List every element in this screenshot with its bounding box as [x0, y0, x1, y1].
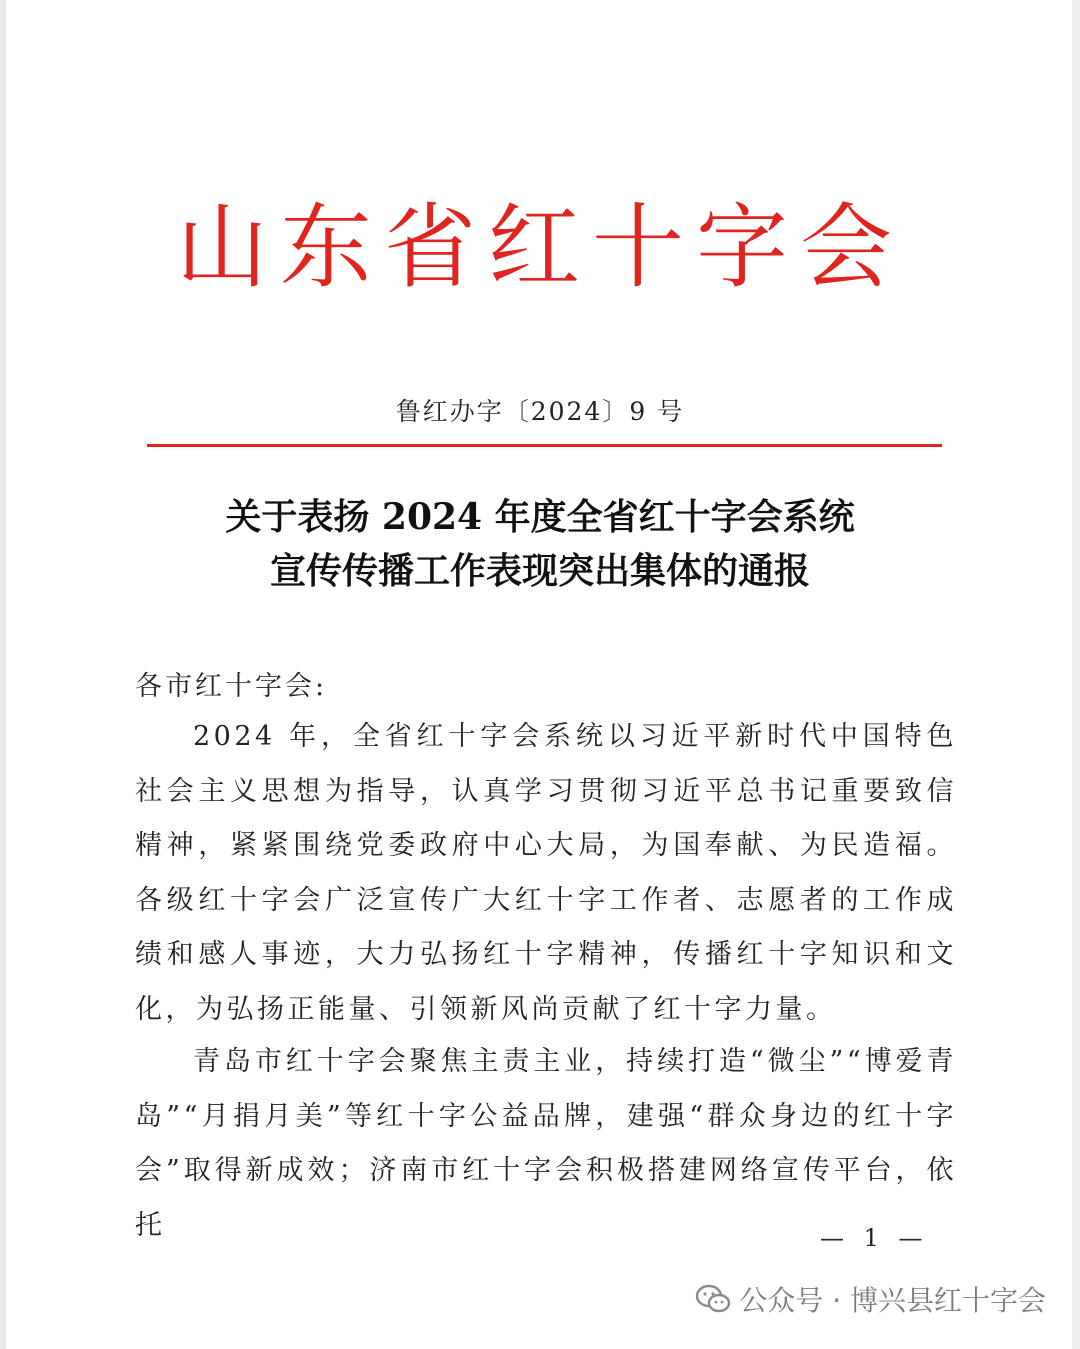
red-divider-line	[147, 444, 942, 447]
document-title	[0, 490, 1080, 598]
paragraph-1: 2024 年，全省红十字会系统以习近平新时代中国特色社会主义思想为指导，认真学习贯彻习近平总书记重要致信精神，紧紧围绕党委政府中心大局，为国奉献、为民造福。各级红十字会广泛宣传广大红十字工作者、志愿者的工作成绩和感人事迹，大力弘扬红十字精神，传播红十字知识和文化，为弘扬正能量、引领新风尚贡献了红十字力量。	[135, 721, 957, 1025]
watermark-text: 公众号 · 博兴县红十字会	[739, 1284, 1046, 1317]
salutation: 各市红十字会:	[135, 671, 328, 702]
title-line-2: 宣传传播工作表现突出集体的通报	[269, 550, 810, 592]
wechat-icon	[695, 1284, 731, 1314]
document-header-org-name: 山东省红十字会	[175, 194, 904, 301]
page-number: — 1 —	[820, 1224, 929, 1252]
wechat-watermark	[695, 1279, 1046, 1319]
document-number: 鲁红办字〔2024〕9 号	[395, 397, 685, 426]
paragraph-2: 青岛市红十字会聚焦主责主业，持续打造“微尘”“博爱青岛”“月捐月美”等红十字公益品牌，建强“群众身边的红十字会”取得新成效；济南市红十字会积极搭建网络宣传平台，依托	[135, 1046, 957, 1241]
title-line-1: 关于表扬 2024 年度全省红十字会系统	[225, 496, 855, 538]
